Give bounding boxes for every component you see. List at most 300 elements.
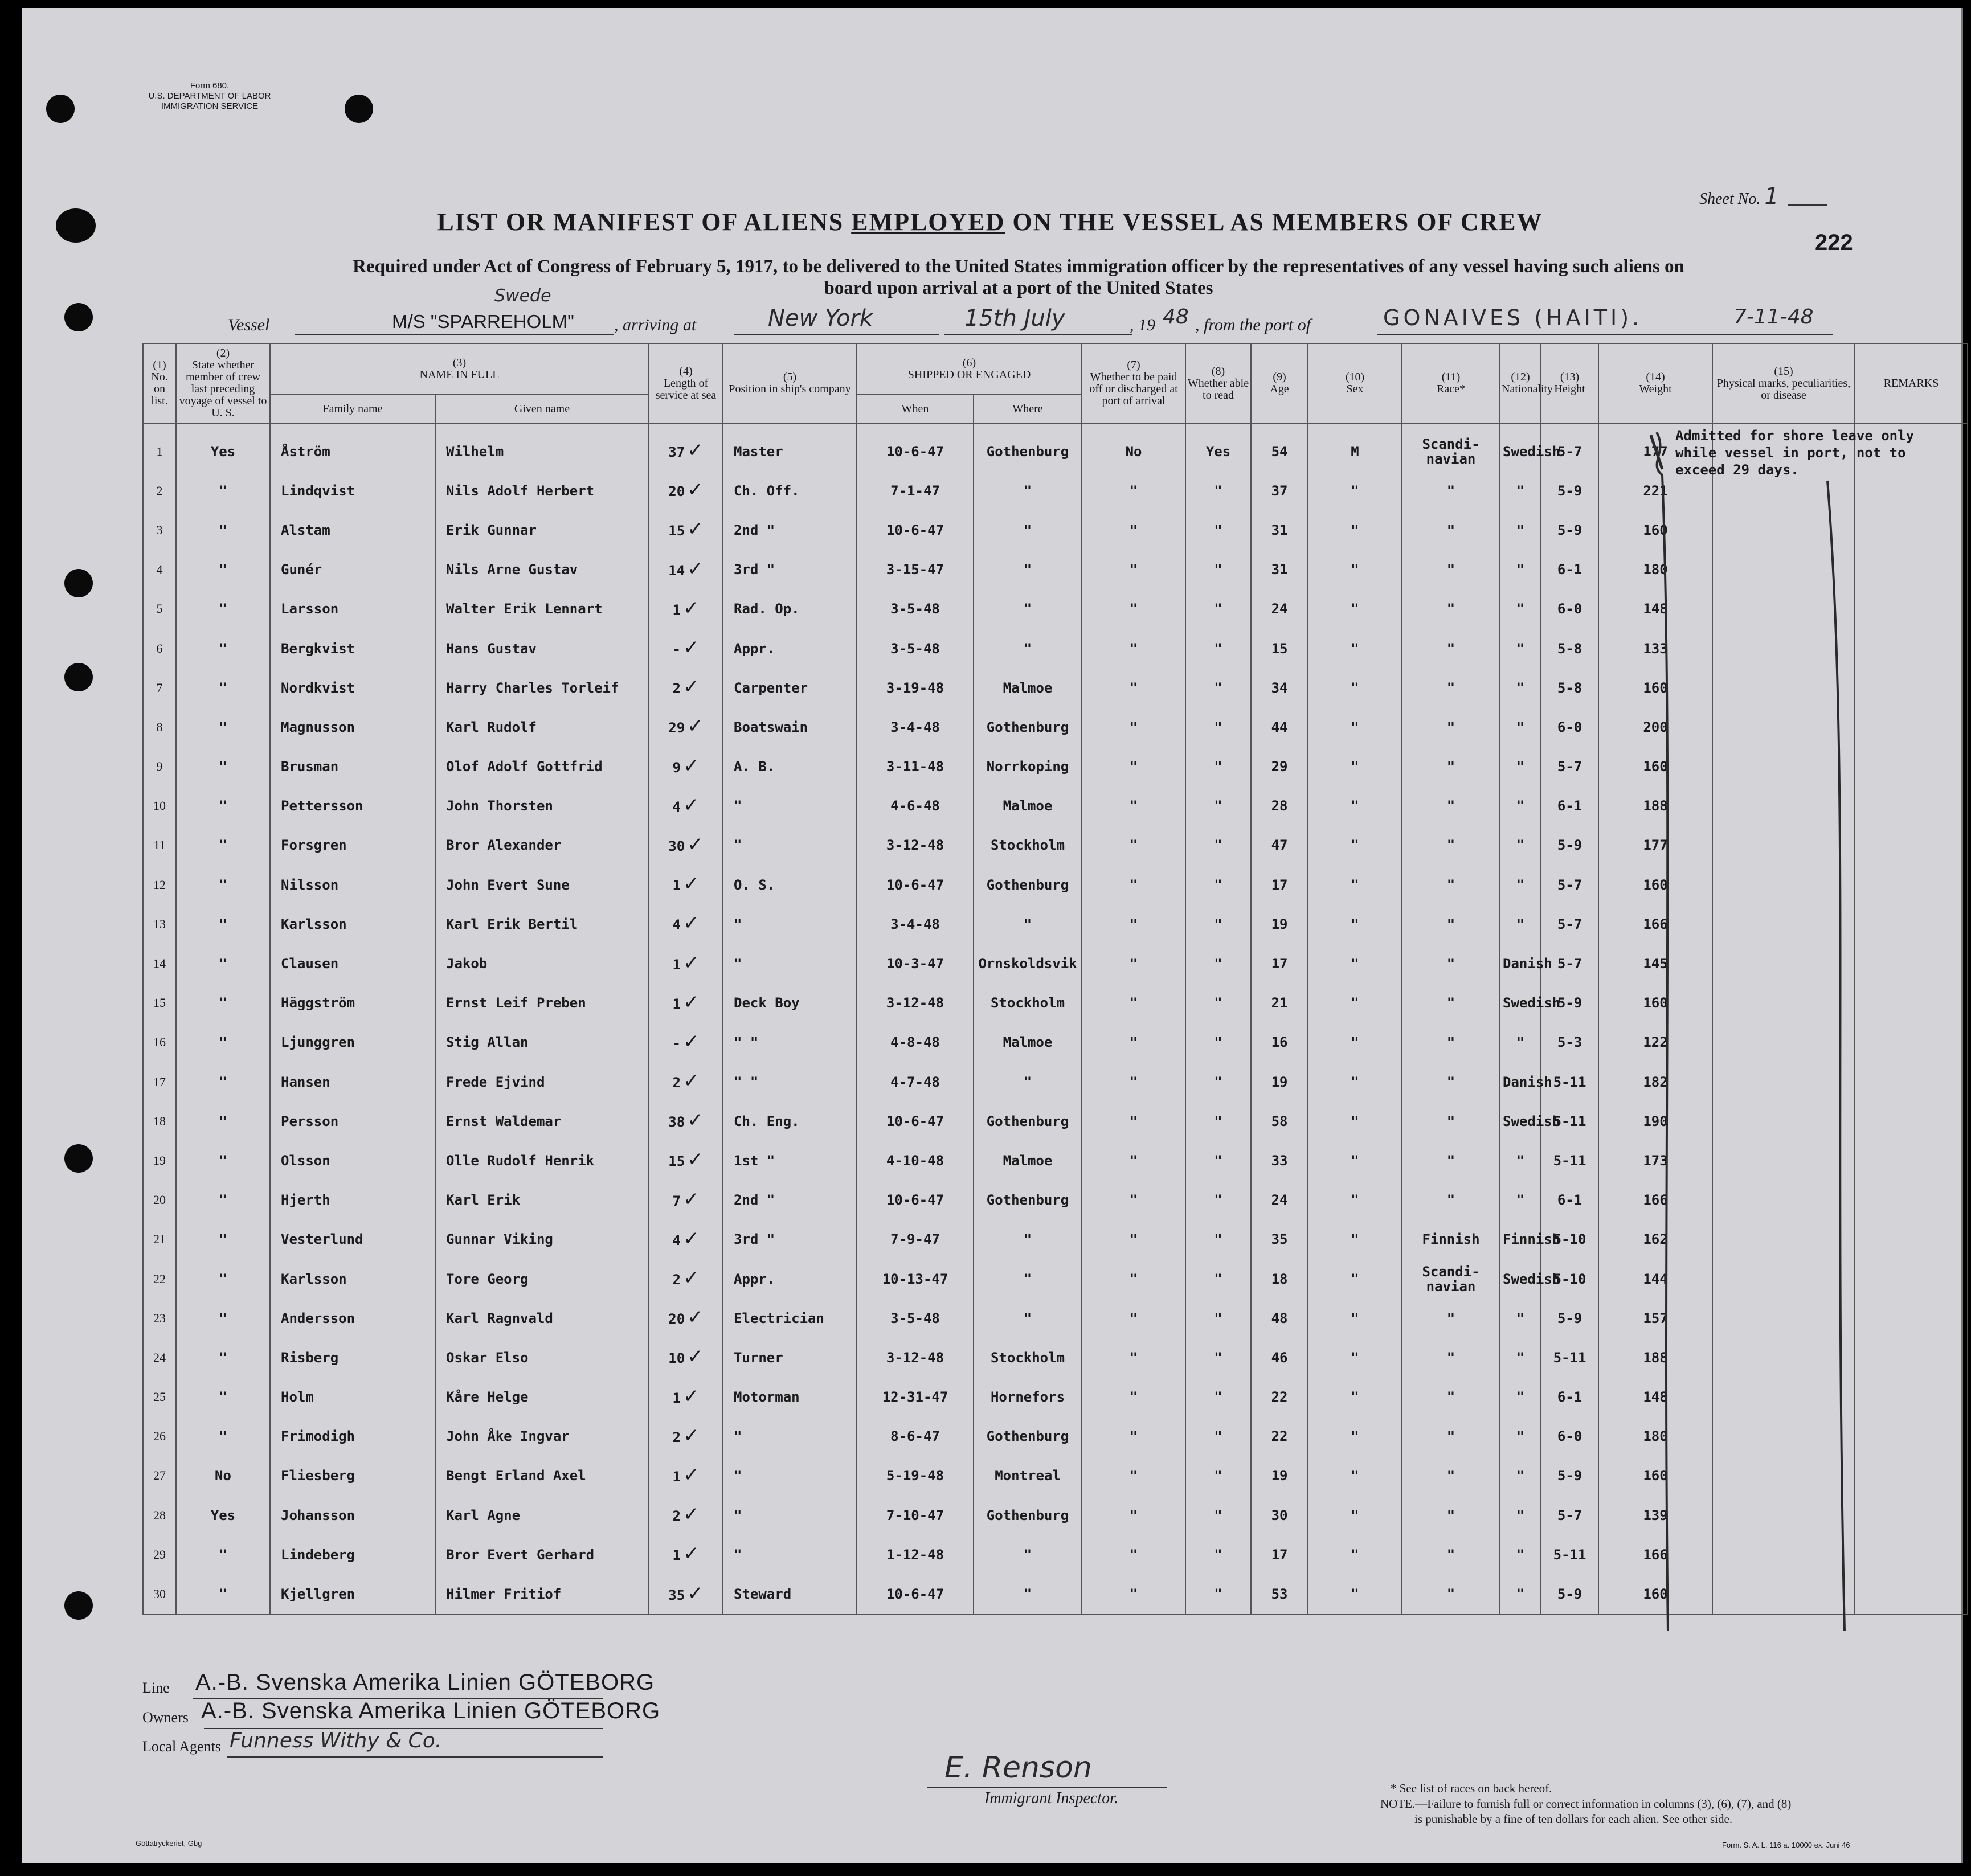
row-number-cell: 16 (143, 1023, 176, 1062)
paid-off-cell: " (1082, 1456, 1185, 1496)
height-cell: 5-7 (1541, 1496, 1598, 1535)
sex-cell: " (1308, 1062, 1402, 1101)
previous-voyage-cell: " (176, 1181, 270, 1220)
previous-voyage-cell: " (176, 1378, 270, 1417)
arriving-label: , arriving at (614, 316, 697, 334)
row-number-cell: 1 (143, 423, 176, 471)
family-name-cell: Hjerth (270, 1181, 435, 1220)
row-number-cell: 28 (143, 1496, 176, 1535)
remarks-cell (1855, 1181, 1968, 1220)
height-cell: 5-9 (1541, 984, 1598, 1023)
able-to-read-cell: " (1185, 1259, 1251, 1299)
race-cell: " (1402, 1574, 1500, 1614)
race-cell: Scandi- navian (1402, 423, 1500, 471)
shipped-when-cell: 3-5-48 (857, 1299, 974, 1338)
sex-cell: " (1308, 1417, 1402, 1456)
nationality-cell: " (1500, 1496, 1541, 1535)
year-prefix: , 19 (1130, 316, 1155, 334)
position-cell: " (723, 904, 857, 944)
height-cell: 5-9 (1541, 1456, 1598, 1496)
row-number-cell: 4 (143, 550, 176, 589)
vessel-label: Vessel (228, 316, 270, 334)
height-cell: 5-7 (1541, 747, 1598, 787)
paid-off-cell: " (1082, 1181, 1185, 1220)
shipped-when-cell: 8-6-47 (857, 1417, 974, 1456)
length-of-service-cell: 15 ✓ (649, 510, 723, 550)
length-of-service-cell: 4 ✓ (649, 904, 723, 944)
remarks-cell (1855, 1456, 1968, 1496)
previous-voyage-cell: " (176, 1062, 270, 1101)
sex-cell: " (1308, 826, 1402, 865)
paid-off-cell: " (1082, 589, 1185, 629)
service-line: IMMIGRATION SERVICE (161, 101, 259, 111)
height-cell: 5-9 (1541, 510, 1598, 550)
length-of-service-cell: 1 ✓ (649, 1456, 723, 1496)
previous-voyage-cell: " (176, 1299, 270, 1338)
agents-label: Local Agents (142, 1738, 221, 1755)
age-cell: 21 (1251, 984, 1308, 1023)
age-cell: 19 (1251, 1456, 1308, 1496)
nationality-cell: " (1500, 904, 1541, 944)
check-mark-icon: ✓ (682, 1542, 700, 1566)
subtitle-line-1: Required under Act of Congress of February 5, 1917, to be delivered to the United States immigration officer by the representatives of any vessel having such aliens on (353, 256, 1684, 277)
length-of-service-cell: 2 ✓ (649, 1496, 723, 1535)
arriving-port: New York (768, 305, 873, 331)
weight-cell: 188 (1598, 1338, 1712, 1377)
row-number-cell: 18 (143, 1101, 176, 1141)
previous-voyage-cell: " (176, 984, 270, 1023)
paid-off-cell: " (1082, 747, 1185, 787)
family-name-cell: Johansson (270, 1496, 435, 1535)
nationality-cell: " (1500, 1299, 1541, 1338)
age-cell: 44 (1251, 707, 1308, 747)
age-cell: 31 (1251, 510, 1308, 550)
sex-cell: " (1308, 589, 1402, 629)
remarks-cell (1855, 904, 1968, 944)
given-name-cell: Ernst Leif Preben (435, 984, 649, 1023)
sex-cell: " (1308, 1181, 1402, 1220)
position-cell: Steward (723, 1574, 857, 1614)
header-previous-voyage: (2) State whether member of crew last preceding voyage of vessel to U. S. (176, 343, 270, 423)
shipped-where-cell: " (974, 1259, 1082, 1299)
given-name-cell: Bror Alexander (435, 826, 649, 865)
weight-cell: 182 (1598, 1062, 1712, 1101)
weight-cell: 160 (1598, 984, 1712, 1023)
given-name-cell: Bengt Erland Axel (435, 1456, 649, 1496)
given-name-cell: Ernst Waldemar (435, 1101, 649, 1141)
family-name-cell: Ljunggren (270, 1023, 435, 1062)
nationality-cell: " (1500, 865, 1541, 904)
shipped-where-cell: Malmoe (974, 787, 1082, 826)
weight-cell: 160 (1598, 1456, 1712, 1496)
given-name-cell: Tore Georg (435, 1259, 649, 1299)
length-of-service-cell: 14 ✓ (649, 550, 723, 589)
footnote-penalty-1: NOTE.—Failure to furnish full or correct information in columns (3), (6), (7), and (8) (1380, 1797, 1792, 1811)
position-cell: " (723, 944, 857, 983)
position-cell: Electrician (723, 1299, 857, 1338)
remarks-cell (1855, 1259, 1968, 1299)
shipped-when-cell: 10-6-47 (857, 865, 974, 904)
sex-cell: " (1308, 1456, 1402, 1496)
row-number-cell: 20 (143, 1181, 176, 1220)
age-cell: 58 (1251, 1101, 1308, 1141)
shipped-when-cell: 10-6-47 (857, 423, 974, 471)
sex-cell: " (1308, 1101, 1402, 1141)
race-cell: " (1402, 1456, 1500, 1496)
previous-voyage-cell: " (176, 1220, 270, 1259)
race-cell: " (1402, 589, 1500, 629)
family-name-cell: Hansen (270, 1062, 435, 1101)
check-mark-icon: ✓ (682, 1070, 700, 1093)
row-number-cell: 29 (143, 1535, 176, 1574)
header-shipped-engaged: (6) SHIPPED OR ENGAGED (857, 343, 1082, 395)
department-line: U.S. DEPARTMENT OF LABOR (148, 91, 271, 101)
able-to-read-cell: " (1185, 1535, 1251, 1574)
shipped-when-cell: 3-15-47 (857, 550, 974, 589)
family-name-cell: Karlsson (270, 1259, 435, 1299)
check-mark-icon: ✓ (682, 873, 700, 896)
nationality-cell: " (1500, 550, 1541, 589)
able-to-read-cell: " (1185, 1220, 1251, 1259)
remarks-ditto-lines (1645, 429, 1862, 1648)
shipped-when-cell: 10-13-47 (857, 1259, 974, 1299)
previous-voyage-cell: " (176, 787, 270, 826)
check-mark-icon: ✓ (682, 1503, 700, 1526)
arriving-underline (734, 334, 939, 335)
previous-voyage-cell: " (176, 1259, 270, 1299)
family-name-cell: Häggström (270, 984, 435, 1023)
able-to-read-cell: " (1185, 1141, 1251, 1180)
age-cell: 16 (1251, 1023, 1308, 1062)
check-mark-icon: ✓ (682, 636, 700, 660)
given-name-cell: John Thorsten (435, 787, 649, 826)
height-cell: 5-7 (1541, 944, 1598, 983)
previous-voyage-cell: No (176, 1456, 270, 1496)
check-mark-icon: ✓ (687, 439, 704, 462)
sheet-value: 1 (1764, 183, 1779, 210)
sheet-underline (1788, 204, 1827, 206)
given-name-cell: Walter Erik Lennart (435, 589, 649, 629)
weight-cell: 157 (1598, 1299, 1712, 1338)
sex-cell: " (1308, 510, 1402, 550)
sex-cell: " (1308, 1574, 1402, 1614)
line-label: Line (142, 1680, 170, 1696)
height-cell: 6-0 (1541, 1417, 1598, 1456)
vessel-note: Swede (494, 286, 551, 306)
length-of-service-cell: 30 ✓ (649, 826, 723, 865)
shipped-where-cell: " (974, 550, 1082, 589)
given-name-cell: Gunnar Viking (435, 1220, 649, 1259)
nationality-cell: " (1500, 1574, 1541, 1614)
row-number-cell: 11 (143, 826, 176, 865)
row-number-cell: 26 (143, 1417, 176, 1456)
position-cell: 3rd " (723, 550, 857, 589)
length-of-service-cell: 2 ✓ (649, 1062, 723, 1101)
paid-off-cell: " (1082, 1062, 1185, 1101)
footnotes (1380, 1781, 1950, 1827)
position-cell: " " (723, 1062, 857, 1101)
family-name-cell: Vesterlund (270, 1220, 435, 1259)
sex-cell: " (1308, 668, 1402, 707)
race-cell: " (1402, 787, 1500, 826)
race-cell: " (1402, 1299, 1500, 1338)
family-name-cell: Gunér (270, 550, 435, 589)
shipped-when-cell: 4-6-48 (857, 787, 974, 826)
weight-cell: 160 (1598, 1574, 1712, 1614)
length-of-service-cell: 7 ✓ (649, 1181, 723, 1220)
age-cell: 24 (1251, 589, 1308, 629)
family-name-cell: Alstam (270, 510, 435, 550)
family-name-cell: Brusman (270, 747, 435, 787)
position-cell: Turner (723, 1338, 857, 1377)
nationality-cell: " (1500, 787, 1541, 826)
sex-cell: " (1308, 944, 1402, 983)
age-cell: 48 (1251, 1299, 1308, 1338)
sex-cell: " (1308, 865, 1402, 904)
shipped-when-cell: 1-12-48 (857, 1535, 974, 1574)
nationality-cell: Danish (1500, 944, 1541, 983)
check-mark-icon: ✓ (687, 1306, 704, 1329)
position-cell: " " (723, 1023, 857, 1062)
length-of-service-cell: 20 ✓ (649, 471, 723, 510)
remarks-cell (1855, 944, 1968, 983)
inspector-label: Immigrant Inspector. (984, 1789, 1118, 1807)
year-value: 48 (1163, 305, 1189, 329)
check-mark-icon: ✓ (682, 1385, 700, 1408)
race-cell: " (1402, 707, 1500, 747)
nationality-cell: Swedish (1500, 1259, 1541, 1299)
paid-off-cell: " (1082, 1535, 1185, 1574)
family-name-cell: Fliesberg (270, 1456, 435, 1496)
nationality-cell: " (1500, 1023, 1541, 1062)
header-where: Where (974, 395, 1082, 423)
remarks-cell (1855, 707, 1968, 747)
check-mark-icon: ✓ (682, 1463, 700, 1486)
remarks-cell (1855, 1496, 1968, 1535)
row-number-cell: 15 (143, 984, 176, 1023)
length-of-service-cell: 29 ✓ (649, 707, 723, 747)
height-cell: 6-0 (1541, 707, 1598, 747)
weight-cell: 180 (1598, 550, 1712, 589)
sex-cell: " (1308, 1496, 1402, 1535)
remarks-cell (1855, 1220, 1968, 1259)
line-value: A.-B. Svenska Amerika Linien GÖTEBORG (195, 1670, 655, 1695)
row-number-cell: 9 (143, 747, 176, 787)
previous-voyage-cell: " (176, 668, 270, 707)
paid-off-cell: " (1082, 1417, 1185, 1456)
nationality-cell: Swedish (1500, 423, 1541, 471)
title-part-3: ON THE VESSEL AS MEMBERS OF CREW (1005, 208, 1543, 236)
paid-off-cell: " (1082, 1259, 1185, 1299)
sex-cell: M (1308, 423, 1402, 471)
paid-off-cell: " (1082, 1299, 1185, 1338)
binder-hole (64, 569, 93, 597)
agents-value: Funness Withy & Co. (230, 1729, 442, 1752)
position-cell: " (723, 1496, 857, 1535)
departure-date: 7-11-48 (1733, 305, 1814, 329)
row-number-cell: 23 (143, 1299, 176, 1338)
given-name-cell: Olof Adolf Gottfrid (435, 747, 649, 787)
nationality-cell: " (1500, 471, 1541, 510)
check-mark-icon: ✓ (682, 1187, 700, 1211)
row-number-cell: 7 (143, 668, 176, 707)
length-of-service-cell: - ✓ (649, 629, 723, 668)
header-remarks: REMARKS (1855, 343, 1968, 423)
shipped-where-cell: " (974, 1535, 1082, 1574)
given-name-cell: John Evert Sune (435, 865, 649, 904)
check-mark-icon: ✓ (682, 675, 700, 699)
title-part-1: LIST OR MANIFEST OF ALIENS (437, 208, 852, 236)
weight-cell: 133 (1598, 629, 1712, 668)
previous-voyage-cell: " (176, 589, 270, 629)
position-cell: Deck Boy (723, 984, 857, 1023)
position-cell: " (723, 1417, 857, 1456)
position-cell: " (723, 787, 857, 826)
height-cell: 5-10 (1541, 1259, 1598, 1299)
shipped-where-cell: Stockholm (974, 826, 1082, 865)
remarks-cell (1855, 510, 1968, 550)
able-to-read-cell: " (1185, 510, 1251, 550)
given-name-cell: Frede Ejvind (435, 1062, 649, 1101)
family-name-cell: Lindeberg (270, 1535, 435, 1574)
remarks-cell (1855, 550, 1968, 589)
family-name-cell: Larsson (270, 589, 435, 629)
previous-voyage-cell: " (176, 1338, 270, 1377)
height-cell: 5-8 (1541, 629, 1598, 668)
binder-hole (46, 95, 75, 123)
race-cell: Finnish (1402, 1220, 1500, 1259)
given-name-cell: Karl Rudolf (435, 707, 649, 747)
row-number-cell: 30 (143, 1574, 176, 1614)
form-header (124, 81, 295, 112)
height-cell: 5-7 (1541, 865, 1598, 904)
nationality-cell: " (1500, 1535, 1541, 1574)
able-to-read-cell: " (1185, 1378, 1251, 1417)
given-name-cell: Kåre Helge (435, 1378, 649, 1417)
sex-cell: " (1308, 471, 1402, 510)
footnote-races: * See list of races on back hereof. (1391, 1781, 1552, 1795)
height-cell: 5-11 (1541, 1141, 1598, 1180)
row-number-cell: 14 (143, 944, 176, 983)
height-cell: 5-3 (1541, 1023, 1598, 1062)
check-mark-icon: ✓ (682, 1227, 700, 1250)
shipped-when-cell: 10-6-47 (857, 1574, 974, 1614)
shipped-when-cell: 3-5-48 (857, 629, 974, 668)
previous-voyage-cell: " (176, 1023, 270, 1062)
sheet-label: Sheet No. (1699, 190, 1761, 208)
position-cell: Motorman (723, 1378, 857, 1417)
given-name-cell: Harry Charles Torleif (435, 668, 649, 707)
arrival-date: 15th July (964, 305, 1065, 331)
shipped-where-cell: Gothenburg (974, 1417, 1082, 1456)
paid-off-cell: " (1082, 510, 1185, 550)
given-name-cell: Karl Erik (435, 1181, 649, 1220)
length-of-service-cell: 37 ✓ (649, 423, 723, 471)
paid-off-cell: No (1082, 423, 1185, 471)
race-cell: " (1402, 1338, 1500, 1377)
shipped-when-cell: 3-12-48 (857, 984, 974, 1023)
check-mark-icon: ✓ (682, 1424, 700, 1447)
check-mark-icon: ✓ (682, 912, 700, 935)
family-name-cell: Nordkvist (270, 668, 435, 707)
able-to-read-cell: " (1185, 1181, 1251, 1220)
header-weight: (14) Weight (1598, 343, 1712, 423)
form-code: Form. S. A. L. 116 a. 10000 ex. Juni 46 (1722, 1841, 1850, 1849)
height-cell: 5-9 (1541, 471, 1598, 510)
length-of-service-cell: 2 ✓ (649, 1259, 723, 1299)
header-no: (1) No. on list. (143, 343, 176, 423)
age-cell: 47 (1251, 826, 1308, 865)
remarks-cell (1855, 668, 1968, 707)
shipped-where-cell: Malmoe (974, 668, 1082, 707)
shipped-when-cell: 3-4-48 (857, 904, 974, 944)
length-of-service-cell: 1 ✓ (649, 944, 723, 983)
position-cell: Carpenter (723, 668, 857, 707)
height-cell: 5-8 (1541, 668, 1598, 707)
sex-cell: " (1308, 984, 1402, 1023)
length-of-service-cell: 1 ✓ (649, 589, 723, 629)
able-to-read-cell: " (1185, 1338, 1251, 1377)
check-mark-icon: ✓ (687, 1582, 704, 1605)
given-name-cell: Karl Erik Bertil (435, 904, 649, 944)
able-to-read-cell: " (1185, 1299, 1251, 1338)
length-of-service-cell: 4 ✓ (649, 1220, 723, 1259)
able-to-read-cell: " (1185, 904, 1251, 944)
given-name-cell: Erik Gunnar (435, 510, 649, 550)
shipped-where-cell: Hornefors (974, 1378, 1082, 1417)
previous-voyage-cell: Yes (176, 1496, 270, 1535)
from-port-label: , from the port of (1195, 316, 1311, 334)
race-cell: " (1402, 747, 1500, 787)
previous-voyage-cell: " (176, 1417, 270, 1456)
nationality-cell: " (1500, 668, 1541, 707)
age-cell: 17 (1251, 944, 1308, 983)
weight-cell: 166 (1598, 904, 1712, 944)
position-cell: 2nd " (723, 1181, 857, 1220)
check-mark-icon: ✓ (687, 478, 704, 502)
weight-cell: 166 (1598, 1181, 1712, 1220)
shipped-where-cell: Stockholm (974, 984, 1082, 1023)
weight-cell: 160 (1598, 747, 1712, 787)
able-to-read-cell: " (1185, 1023, 1251, 1062)
family-name-cell: Clausen (270, 944, 435, 983)
paid-off-cell: " (1082, 865, 1185, 904)
stamp-number: 222 (1815, 230, 1853, 255)
shipped-when-cell: 7-1-47 (857, 471, 974, 510)
sex-cell: " (1308, 1338, 1402, 1377)
agents-underline (227, 1756, 603, 1758)
nationality-cell: Swedish (1500, 984, 1541, 1023)
shipped-where-cell: Gothenburg (974, 423, 1082, 471)
nationality-cell: " (1500, 1181, 1541, 1220)
previous-voyage-cell: " (176, 1535, 270, 1574)
race-cell: " (1402, 826, 1500, 865)
previous-voyage-cell: " (176, 1141, 270, 1180)
race-cell: " (1402, 1141, 1500, 1180)
remarks-cell (1855, 865, 1968, 904)
weight-cell: 190 (1598, 1101, 1712, 1141)
previous-voyage-cell: " (176, 510, 270, 550)
document-subtitle (193, 256, 1845, 299)
shipped-when-cell: 3-5-48 (857, 589, 974, 629)
race-cell: " (1402, 668, 1500, 707)
remarks-cell (1855, 826, 1968, 865)
previous-voyage-cell: " (176, 944, 270, 983)
shipped-when-cell: 4-7-48 (857, 1062, 974, 1101)
shipped-where-cell: Ornskoldsvik (974, 944, 1082, 983)
sex-cell: " (1308, 787, 1402, 826)
previous-voyage-cell: " (176, 471, 270, 510)
